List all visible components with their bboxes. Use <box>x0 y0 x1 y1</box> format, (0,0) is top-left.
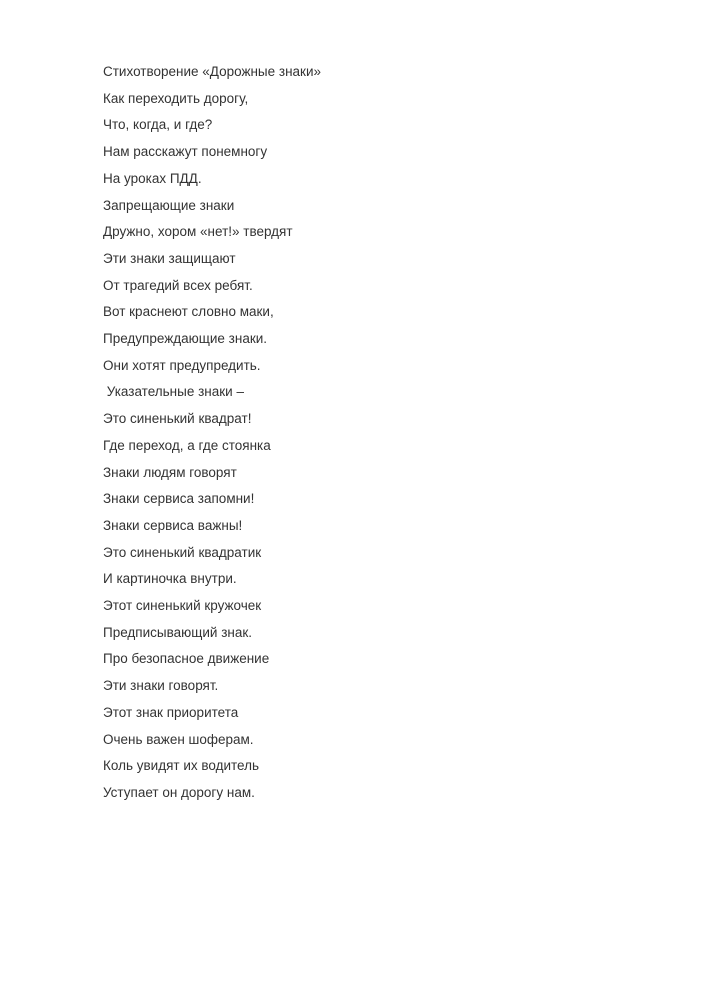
poem-line: Это синенький квадратик <box>103 544 262 560</box>
poem-text-block <box>103 59 677 807</box>
poem-line: На уроках ПДД. <box>103 170 202 186</box>
poem-line: Указательные знаки – <box>103 384 244 400</box>
poem-line: Запрещающие знаки <box>103 197 235 213</box>
poem-line: Предписывающий знак. <box>103 624 253 640</box>
poem-line: И картиночка внутри. <box>103 571 237 587</box>
poem-line: Этот синенький кружочек <box>103 598 262 614</box>
poem-line: Эти знаки говорят. <box>103 678 219 694</box>
poem-line: Знаки сервиса важны! <box>103 517 243 533</box>
poem-line: Знаки людям говорят <box>103 464 237 480</box>
poem-line: Этот знак приоритета <box>103 704 239 720</box>
poem-line: Про безопасное движение <box>103 651 270 667</box>
poem-line: Вот краснеют словно маки, <box>103 304 274 320</box>
poem-line: Стихотворение «Дорожные знаки» <box>103 64 321 79</box>
poem-line: Эти знаки защищают <box>103 250 236 266</box>
poem-line: Очень важен шоферам. <box>103 731 254 747</box>
poem-line: Предупреждающие знаки. <box>103 331 268 347</box>
poem-line: Где переход, а где стоянка <box>103 437 271 453</box>
poem-line: Нам расскажут понемногу <box>103 144 268 160</box>
poem-line: Коль увидят их водитель <box>103 758 260 774</box>
poem-line: Как переходить дорогу, <box>103 90 249 106</box>
poem-line: Знаки сервиса запомни! <box>103 491 255 507</box>
poem-line: Дружно, хором «нет!» твердят <box>103 224 293 240</box>
poem-line: Они хотят предупредить. <box>103 357 261 373</box>
poem-line: Это синенький квадрат! <box>103 411 252 427</box>
poem-line: Что, когда, и где? <box>103 117 213 133</box>
poem-line: От трагедий всех ребят. <box>103 277 253 293</box>
poem-line: Уступает он дорогу нам. <box>103 784 255 800</box>
